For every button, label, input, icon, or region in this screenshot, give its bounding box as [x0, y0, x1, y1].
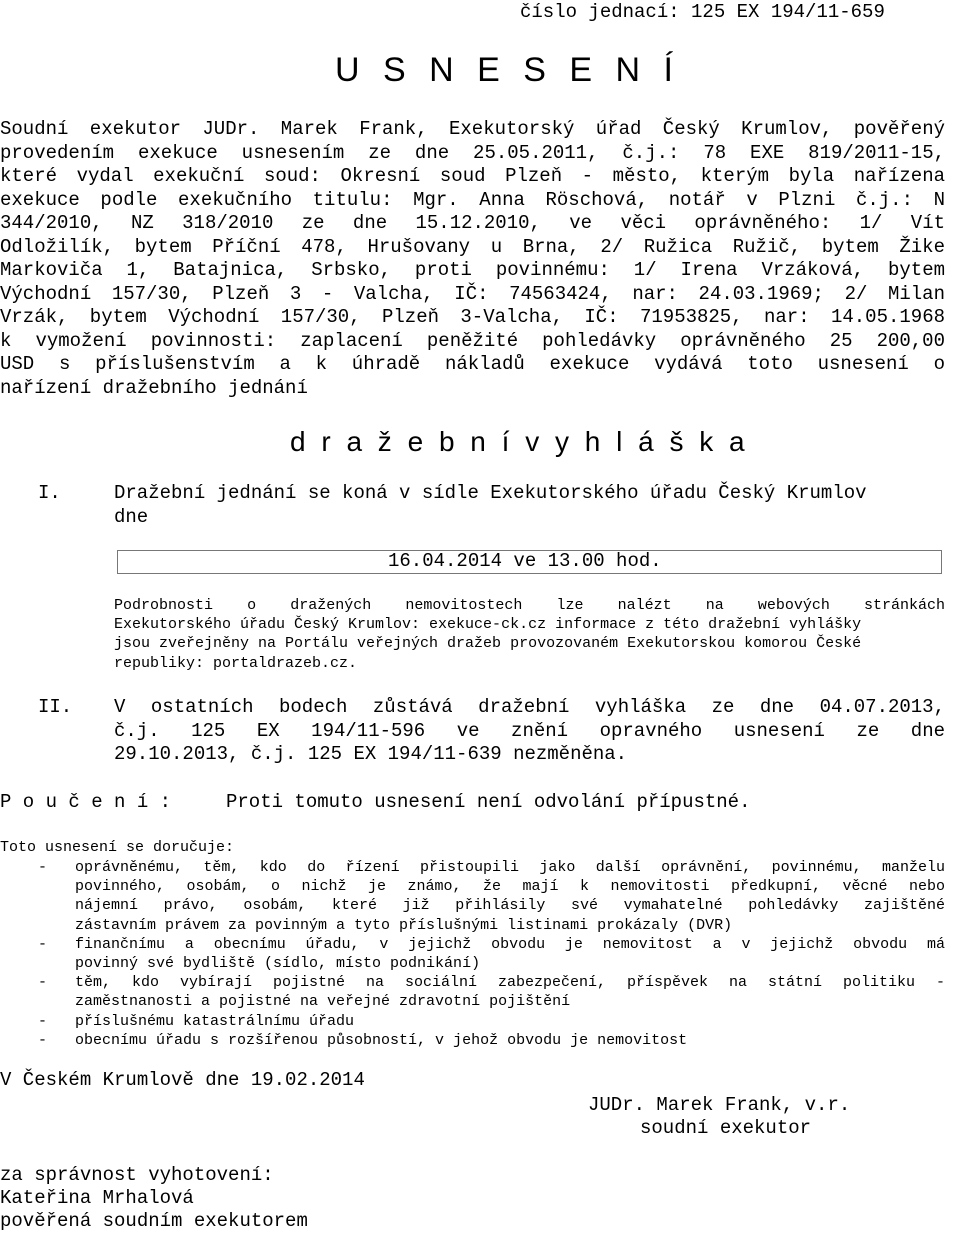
section1-line: Dražební jednání se koná v sídle Exekutorského úřadu Český Krumlov [114, 482, 867, 504]
list-item-line: zaměstnanosti a pojistné na veřejné zdravotní pojištění [75, 993, 571, 1011]
auction-date-box [117, 550, 942, 574]
notice-text: Proti tomuto usnesení není odvolání přípustné. [226, 791, 751, 813]
section1-text [114, 482, 945, 529]
intro-line: k vymožení povinnosti: zaplacení peněžité pohledávky oprávněného 25 200,00 [0, 329, 945, 352]
list-item [0, 1012, 945, 1031]
list-dash: - [38, 859, 48, 876]
certification-name: Kateřina Mrhalová [0, 1187, 194, 1209]
intro-line: Soudní exekutor JUDr. Marek Frank, Exekutorský úřad Český Krumlov, pověřený [0, 118, 945, 140]
list-item-line: povinného, osobám, o nichž je známo, že mají k nemovitosti předkupní, věcné nebo [75, 878, 945, 896]
auction-date-time: 16.04.2014 ve 13.00 hod. [388, 550, 662, 572]
notice-label: P o u č e n í : [0, 791, 172, 813]
intro-line: které vydal exekuční soud: Okresní soud Plzeň - město, kterým byla nařízena [0, 165, 945, 187]
place-date: V Českém Krumlově dne 19.02.2014 [0, 1069, 365, 1091]
reference-number: číslo jednací: 125 EX 194/11-659 [520, 1, 885, 23]
list-item-line: oprávněnému, těm, kdo do řízení přistoupili jako další oprávnění, povinnému, manželu [75, 859, 945, 876]
section-number: II. [38, 696, 73, 718]
list-dash: - [38, 1031, 48, 1049]
section2-text [114, 696, 945, 767]
list-item-line: příslušnému katastrálnímu úřadu [75, 1012, 355, 1030]
signature-role: soudní exekutor [640, 1117, 812, 1139]
list-item [0, 935, 945, 973]
intro-paragraph [0, 118, 945, 400]
section1-line: dne [114, 505, 149, 528]
section2-line: 29.10.2013, č.j. 125 EX 194/11-639 nezměněna. [114, 743, 628, 765]
list-item-line: těm, kdo vybírají pojistné na sociální zabezpečení, příspěvek na státní politiku - [75, 974, 945, 992]
delivery-list [0, 858, 945, 1050]
section1-details [114, 596, 945, 673]
list-item [0, 973, 945, 1011]
details-line: Exekutorského úřadu Český Krumlov: exekuce-ck.cz informace z této dražební vyhlášky [114, 616, 862, 634]
section-heading: d r a ž e b n í v y h l á š k a [290, 426, 749, 457]
signature-name: JUDr. Marek Frank, v.r. [588, 1094, 851, 1116]
list-item [0, 858, 945, 935]
list-dash: - [38, 935, 48, 953]
intro-line: 344/2010, NZ 318/2010 ze dne 15.12.2010, ve věci oprávněného: 1/ Vít [0, 212, 945, 234]
details-line: Podrobnosti o dražených nemovitostech lze nalézt na webových stránkách [114, 597, 945, 614]
intro-line: Odložilík, bytem Příční 478, Hrušovany u Brna, 2/ Ružica Ružič, bytem Žike [0, 235, 945, 258]
intro-line: exekuce podle exekučního titulu: Mgr. Anna Röschová, notář v Plzni č.j.: N [0, 188, 945, 211]
list-dash: - [38, 1012, 48, 1030]
intro-line: Vrzák, bytem Východní 157/30, Plzeň 3-Valcha, IČ: 71953825, nar: 14.05.1968 [0, 306, 945, 328]
section2-line: V ostatních bodech zůstává dražební vyhláška ze dne 04.07.2013, [114, 696, 945, 718]
document-title: U S N E S E N Í [335, 51, 680, 89]
intro-line: provedením exekuce usnesením ze dne 25.05.2011, č.j.: 78 EXE 819/2011-15, [0, 141, 945, 164]
list-item-line: finančnímu a obecnímu úřadu, v jejichž obvodu je nemovitost a v jejichž obvodu má [75, 935, 945, 953]
list-dash: - [38, 974, 48, 992]
certification-label: za správnost vyhotovení: [0, 1164, 274, 1186]
intro-line: nařízení dražebního jednání [0, 376, 308, 399]
list-item [0, 1031, 945, 1050]
section2-line: č.j. 125 EX 194/11-596 ve znění opravného usnesení ze dne [114, 719, 945, 742]
details-line: republiky: portaldrazeb.cz. [114, 654, 358, 672]
list-item-line: zástavním právem za povinným a tyto příslušnými listinami prokázaly (DVR) [75, 916, 733, 934]
list-item-line: nájemní právo, osobám, které již přihlásily své vymahatelné pohledávky zajištěné [75, 897, 945, 915]
list-item-line: povinný své bydliště (sídlo, místo podnikání) [75, 954, 481, 972]
details-line: jsou zveřejněny na Portálu veřejných dražeb provozovaném Exekutorskou komorou České [114, 635, 862, 653]
intro-line: Markoviča 1, Batajnica, Srbsko, proti povinnému: 1/ Irena Vrzáková, bytem [0, 259, 945, 281]
intro-line: USD s příslušenstvím a k úhradě nákladů exekuce vydává toto usnesení o [0, 353, 945, 375]
delivery-heading: Toto usnesení se doručuje: [0, 839, 235, 856]
list-item-line: obecnímu úřadu s rozšířenou působností, v jehož obvodu je nemovitost [75, 1031, 688, 1049]
section-number: I. [38, 482, 61, 504]
intro-line: Východní 157/30, Plzeň 3 - Valcha, IČ: 74563424, nar: 24.03.1969; 2/ Milan [0, 282, 945, 305]
certification-role: pověřená soudním exekutorem [0, 1210, 308, 1232]
